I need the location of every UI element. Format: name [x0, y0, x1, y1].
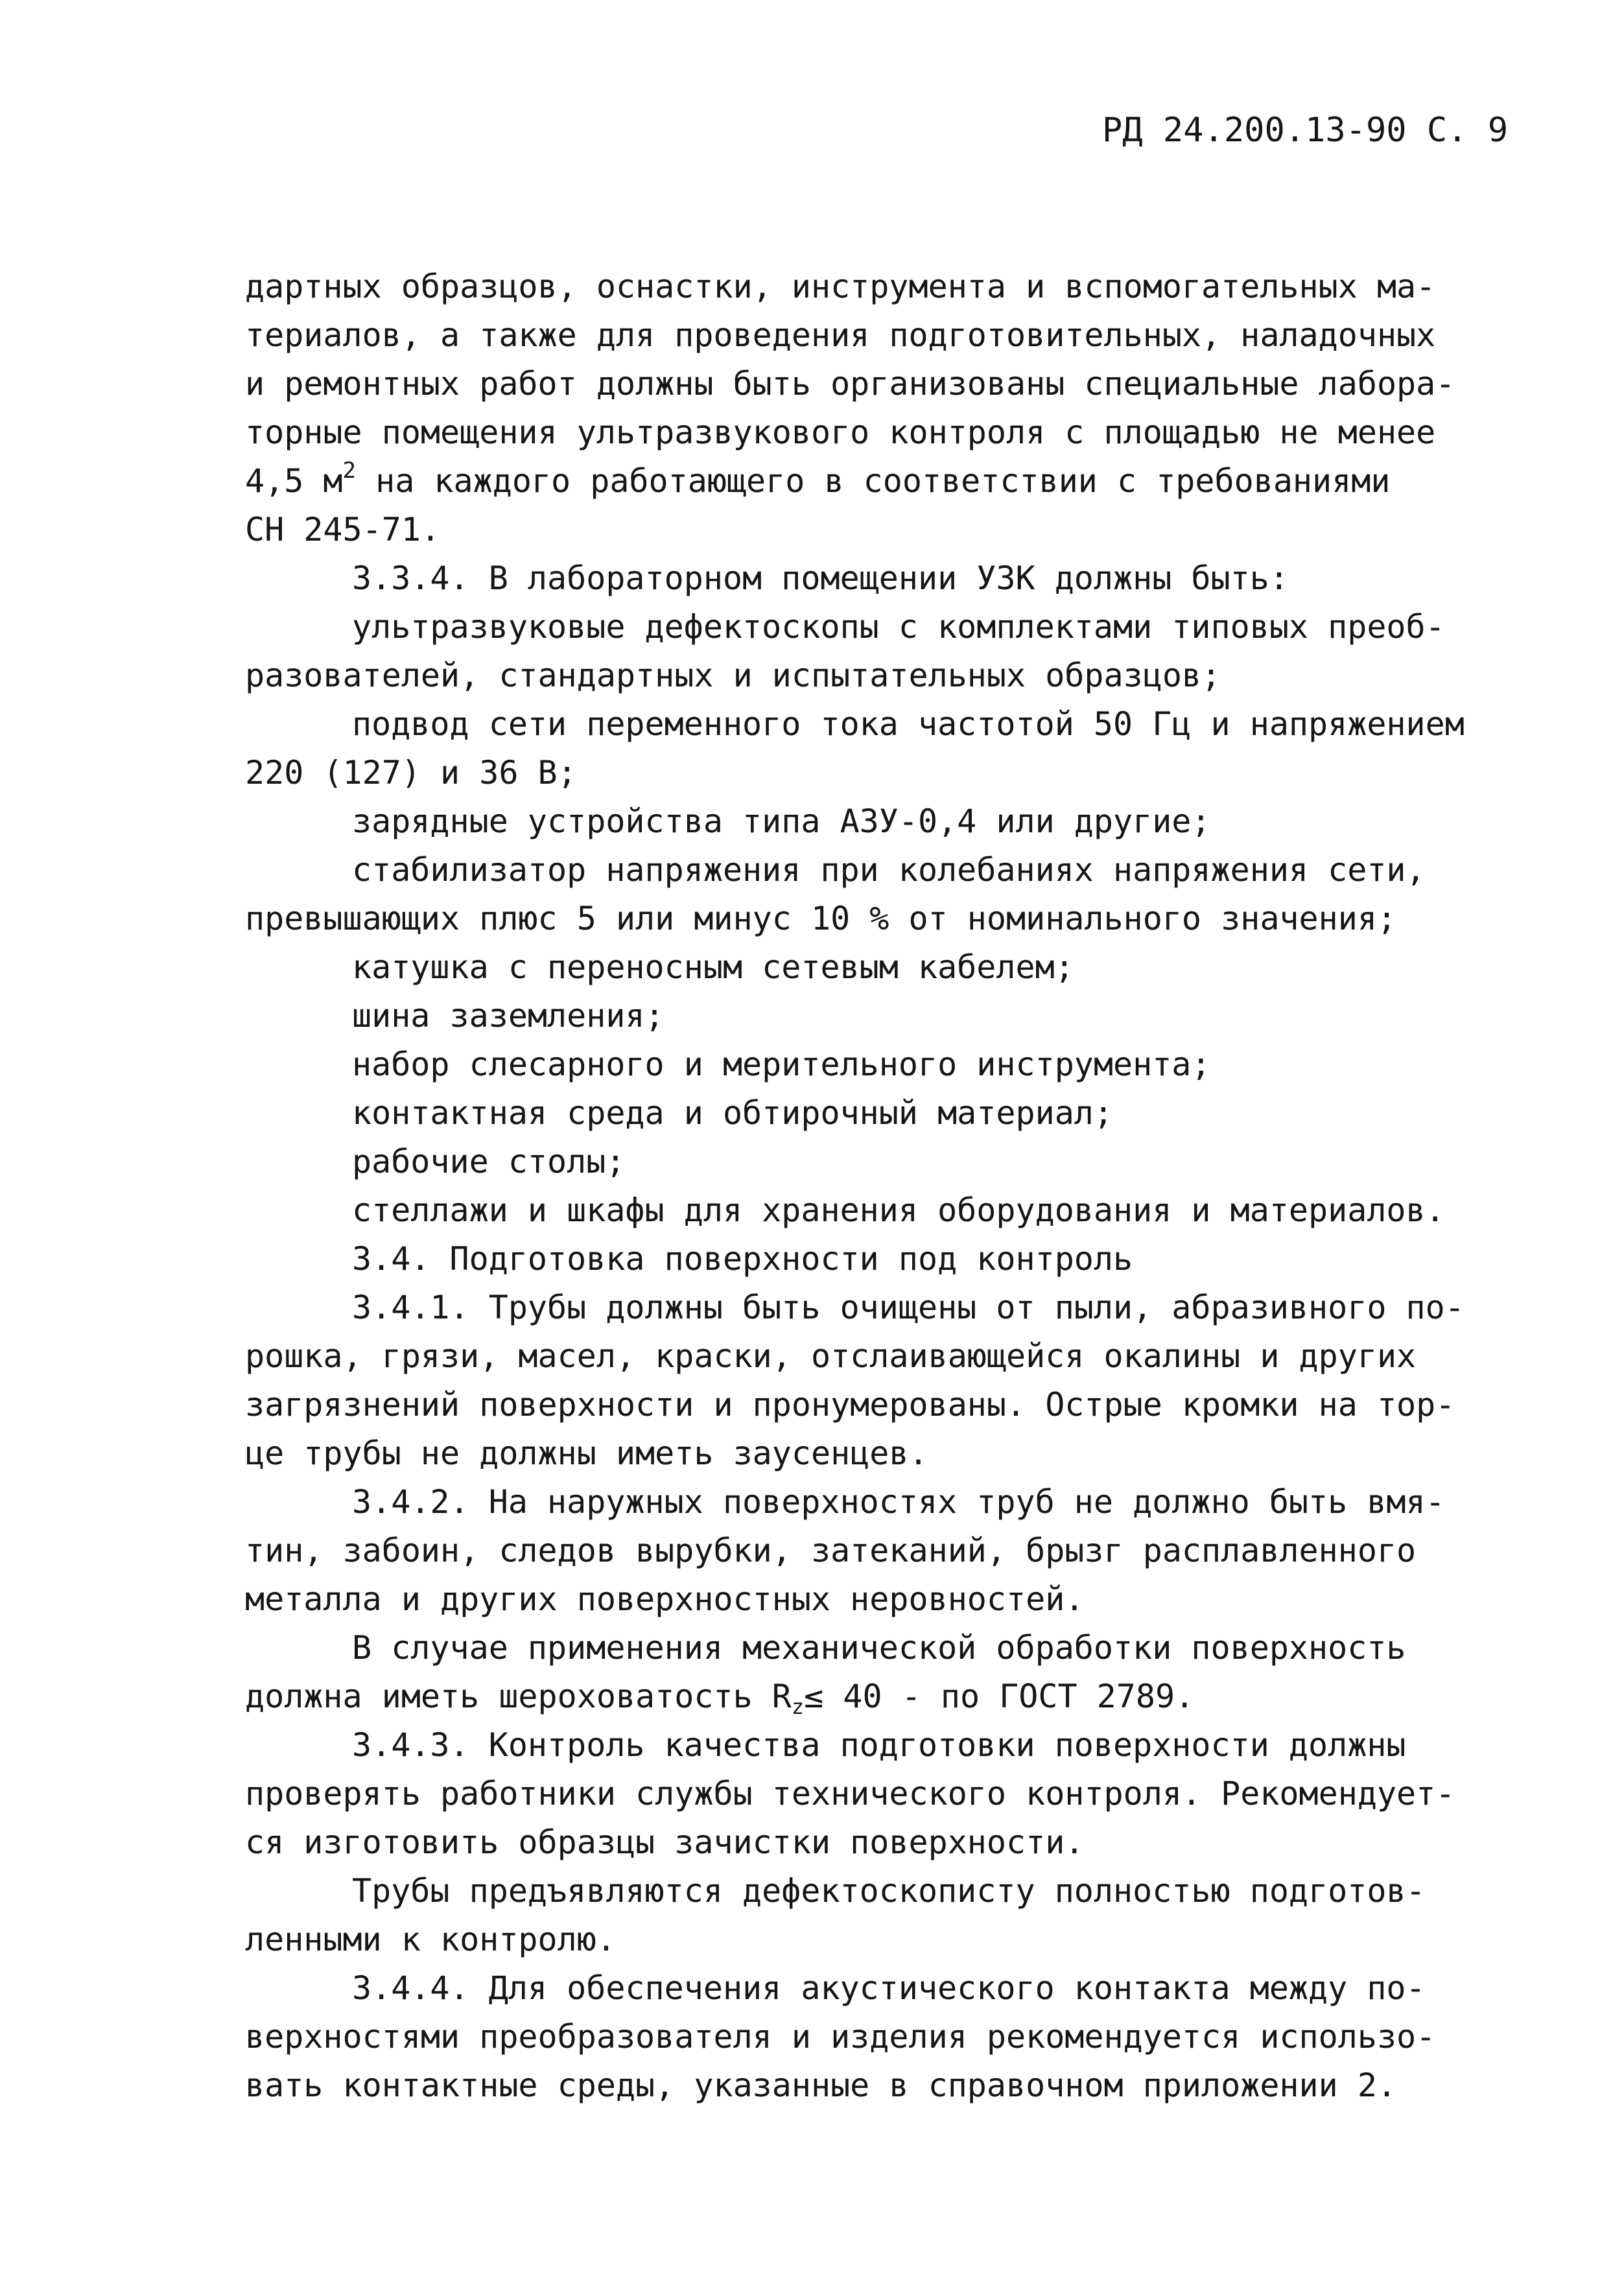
section-3-3-4-heading: 3.3.4. В лабораторном помещении УЗК должны быть: — [352, 559, 1289, 597]
text-line: териалов, а также для проведения подготовительных, наладочных — [245, 316, 1436, 354]
text-line: загрязнений поверхности и пронумерованы. Острые кромки на тор- — [245, 1386, 1455, 1424]
text-line: 220 (127) и 36 В; — [245, 754, 577, 791]
text-line: ленными к контролю. — [245, 1921, 616, 1958]
list-item: набор слесарного и мерительного инструмента; — [352, 1046, 1211, 1083]
text-line: превышающих плюс 5 или минус 10 % от номинального значения; — [245, 900, 1397, 937]
list-item: ультразвуковые дефектоскопы с комплектами типовых преоб- — [352, 608, 1445, 646]
text-line: ся изготовить образцы зачистки поверхности. — [245, 1823, 1085, 1861]
body-text — [245, 263, 1516, 2110]
text-line: и ремонтных работ должны быть организованы специальные лабора- — [245, 365, 1455, 403]
text-line: дартных образцов, оснастки, инструмента и вспомогательных ма- — [245, 268, 1436, 305]
list-item: рабочие столы; — [352, 1143, 626, 1180]
text-line: металла и других поверхностных неровностей. — [245, 1580, 1085, 1618]
text-line: Трубы предъявляются дефектоскописту полностью подготов- — [352, 1872, 1426, 1910]
text-line: СН 245-71. — [245, 511, 441, 548]
section-3-4-1-text: 3.4.1. Трубы должны быть очищены от пыли, абразивного по- — [352, 1289, 1465, 1326]
text-line: разователей, стандартных и испытательных образцов; — [245, 657, 1221, 694]
roughness-standard-text: ≤ 40 - по ГОСТ 2789. — [804, 1678, 1195, 1715]
text-line: рошка, грязи, масел, краски, отслаивающейся окалины и других — [245, 1337, 1417, 1375]
section-3-4-heading: 3.4. Подготовка поверхности под контроль — [352, 1240, 1133, 1278]
list-item: стабилизатор напряжения при колебаниях напряжения сети, — [352, 851, 1426, 889]
text-line: верхностями преобразователя и изделия рекомендуется использо- — [245, 2018, 1436, 2056]
text-line: тин, забоин, следов вырубки, затеканий, брызг расплавленного — [245, 1532, 1417, 1569]
area-value-text: 4,5 м — [245, 462, 343, 500]
text-line: торные помещения ультразвукового контроля с площадью не менее — [245, 414, 1436, 451]
section-3-4-3-text: 3.4.3. Контроль качества подготовки поверхности должны — [352, 1726, 1406, 1764]
text-line: проверять работники службы технического контроля. Рекомендует- — [245, 1775, 1455, 1812]
list-item: катушка с переносным сетевым кабелем; — [352, 948, 1074, 986]
section-3-4-4-text: 3.4.4. Для обеспечения акустического контакта между по- — [352, 1969, 1426, 2007]
area-requirement-line — [245, 457, 1516, 506]
area-requirement-text: на каждого работающего в соответствии с требованиями — [356, 462, 1391, 500]
text-line: це трубы не должны иметь заусенцев. — [245, 1435, 928, 1472]
list-item: контактная среда и обтирочный материал; — [352, 1094, 1113, 1132]
page-header: РД 24.200.13-90 С. 9 — [1102, 111, 1509, 150]
list-item: стеллажи и шкафы для хранения оборудования и материалов. — [352, 1191, 1445, 1229]
list-item: зарядные устройства типа АЗУ-0,4 или другие; — [352, 803, 1211, 840]
subscript-z: z — [791, 1694, 805, 1719]
list-item: шина заземления; — [352, 997, 665, 1035]
superscript-2: 2 — [342, 458, 356, 484]
roughness-requirement-line — [245, 1672, 1516, 1721]
text-line: В случае применения механической обработки поверхность — [352, 1629, 1406, 1667]
section-3-4-2-text: 3.4.2. На наружных поверхностях труб не должно быть вмя- — [352, 1483, 1445, 1521]
text-line: вать контактные среды, указанные в справочном приложении 2. — [245, 2067, 1397, 2104]
list-item: подвод сети переменного тока частотой 50 Гц и напряжением — [352, 705, 1465, 743]
roughness-text: должна иметь шероховатость R — [245, 1678, 792, 1715]
